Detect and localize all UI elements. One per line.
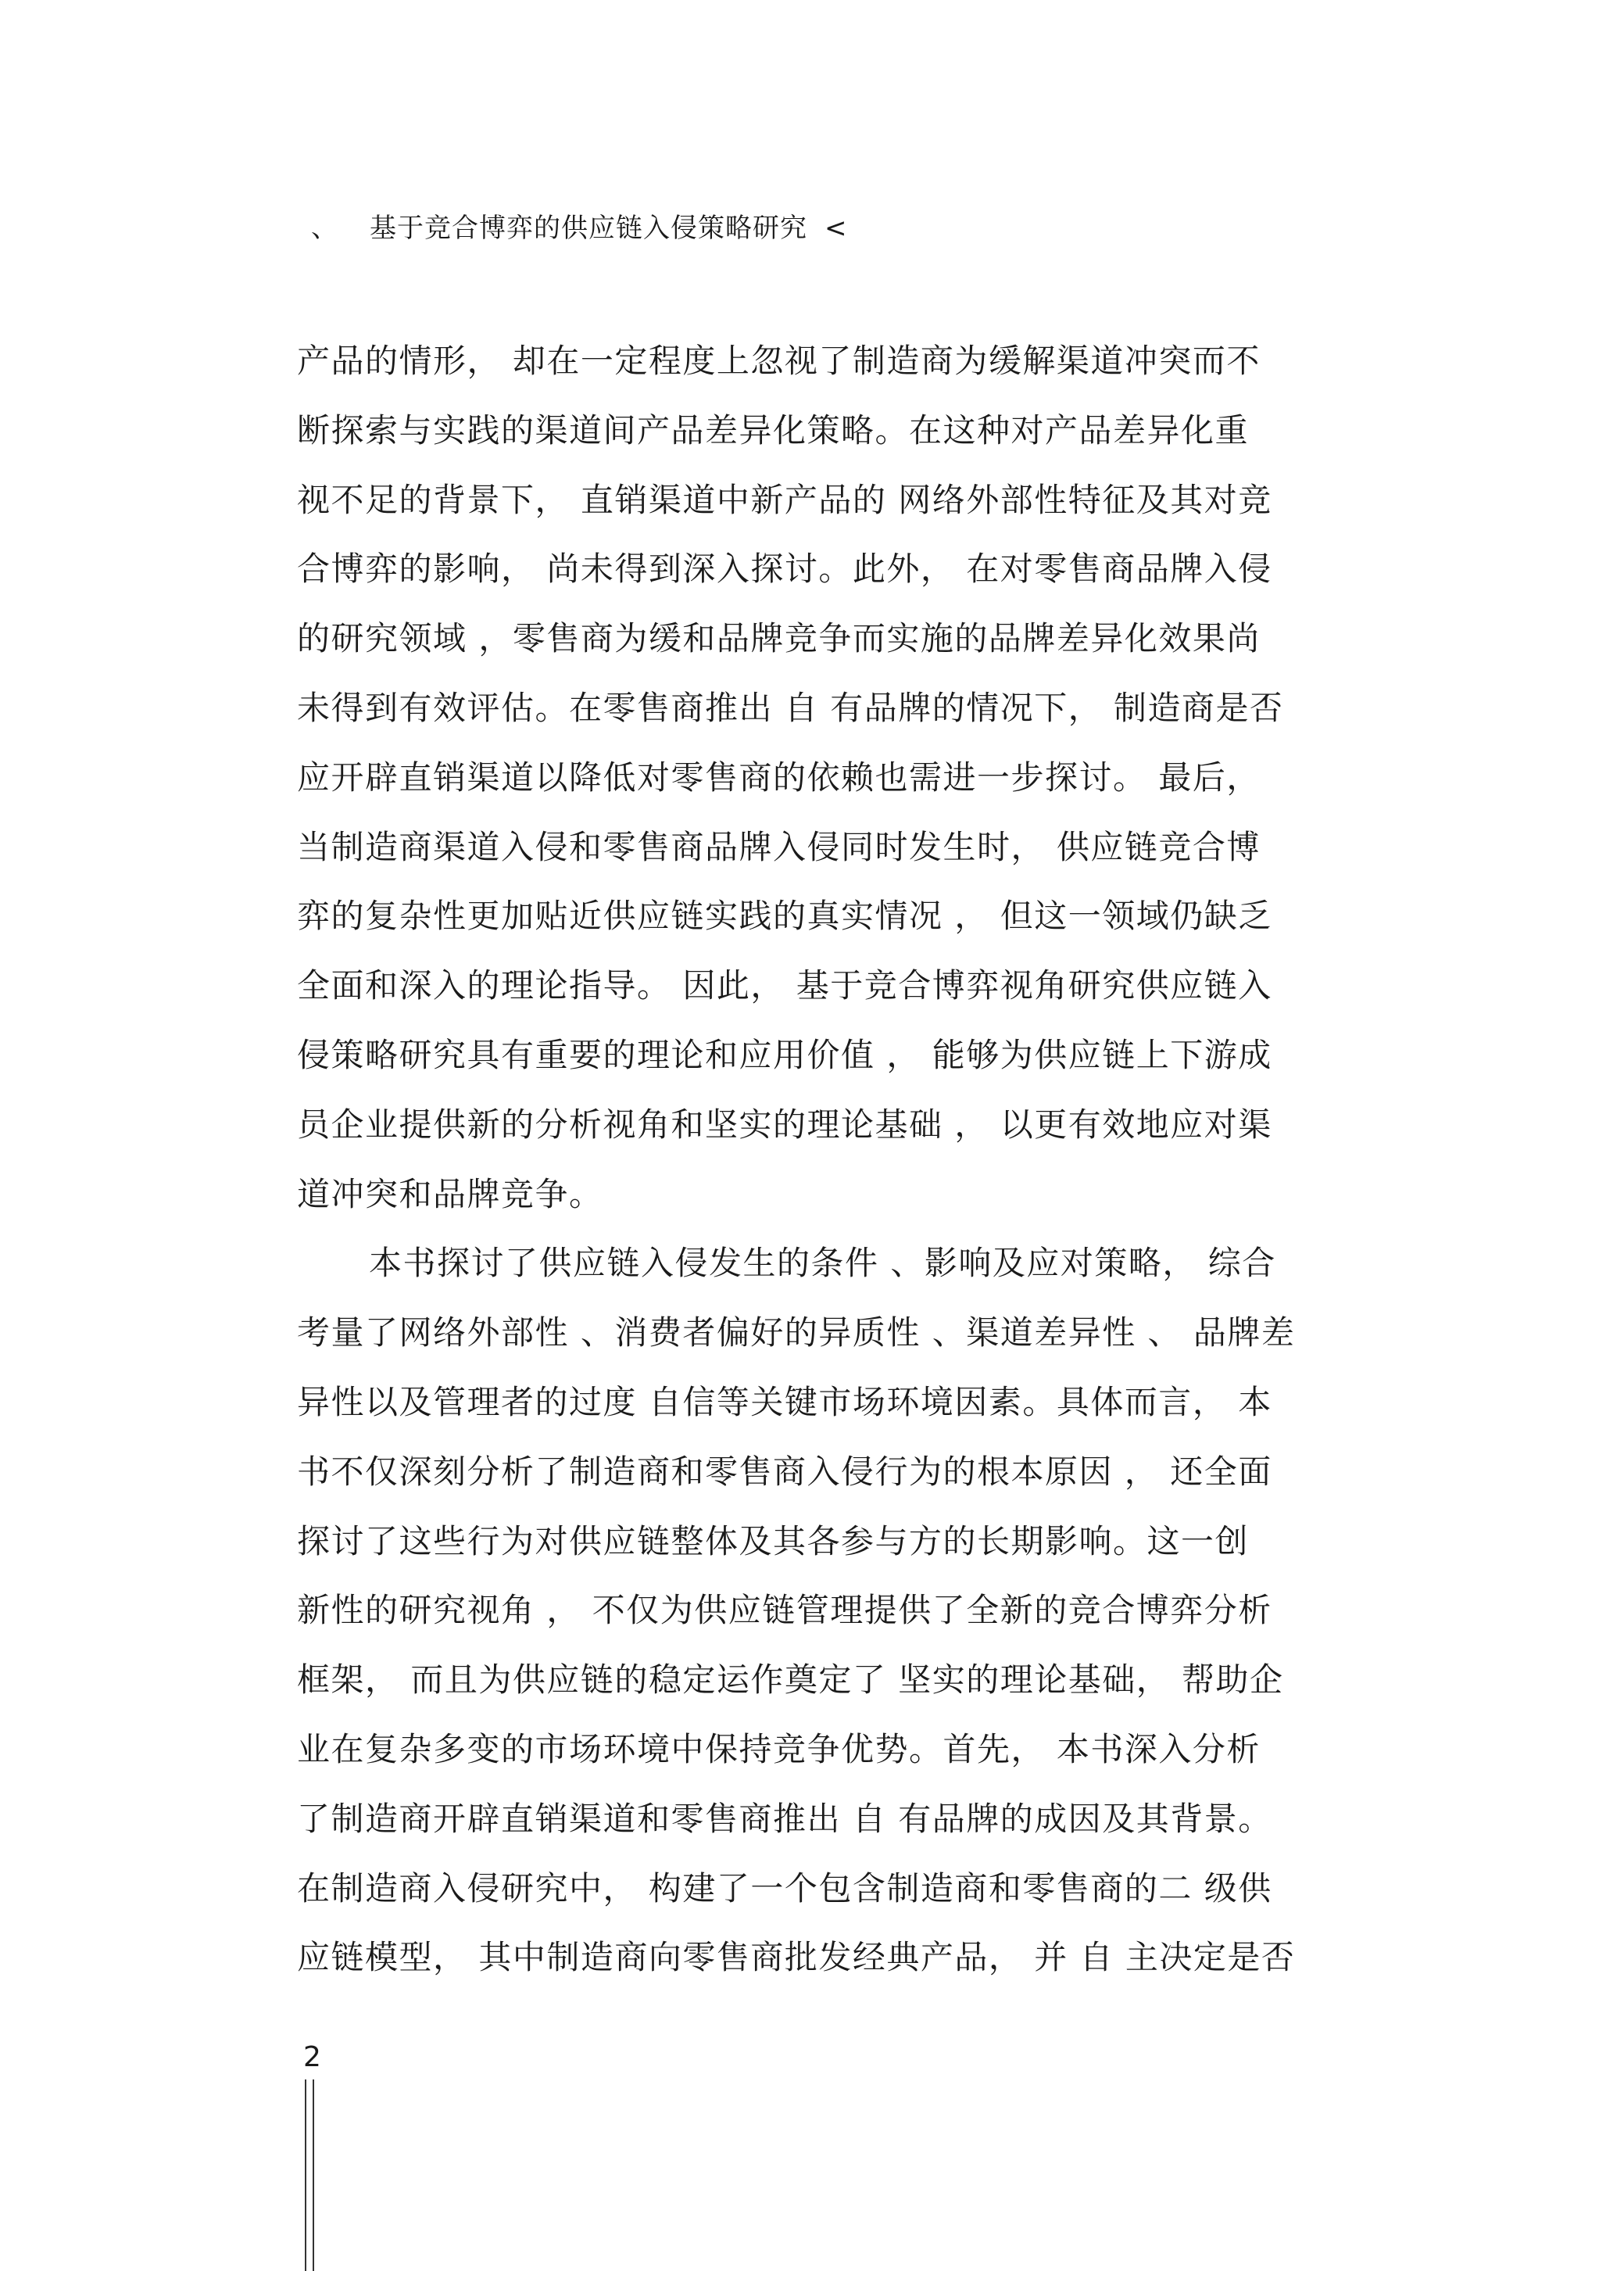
text-line: 探讨了这些行为对供应链整体及其各参与方的长期影响。这一创 xyxy=(297,1521,1250,1560)
text-line: 书不仅深刻分析了制造商和零售商入侵行为的根本原因 ， 还全面 xyxy=(297,1452,1272,1491)
text-line: 本书探讨了供应链入侵发生的条件 、影响及应对策略， 综合 xyxy=(369,1244,1276,1283)
text-line: 侵策略研究具有重要的理论和应用价值 ， 能够为供应链上下游成 xyxy=(297,1035,1272,1074)
text-line: 产品的情形， 却在一定程度上忽视了制造商为缓解渠道冲突而不 xyxy=(297,342,1261,380)
text-line: 弈的复杂性更加贴近供应链实践的真实情况 ， 但这一领域仍缺乏 xyxy=(297,897,1272,936)
text-line: 断探索与实践的渠道间产品差异化策略。在这种对产品差异化重 xyxy=(297,410,1250,450)
paragraph xyxy=(297,327,1338,1229)
text-line: 道冲突和品牌竞争。 xyxy=(297,1174,603,1213)
text-line: 员企业提供新的分析视角和坚实的理论基础 ， 以更有效地应对渠 xyxy=(297,1105,1272,1144)
text-line: 新性的研究视角 ， 不仅为供应链管理提供了全新的竞合博弈分析 xyxy=(297,1591,1272,1630)
margin-rules xyxy=(302,2079,325,2271)
paragraph xyxy=(297,1229,1338,1993)
text-line: 异性以及管理者的过度 自信等关键市场环境因素。具体而言， 本 xyxy=(297,1382,1272,1421)
page-number: 2 xyxy=(303,2041,321,2073)
header-mark-right: < xyxy=(825,213,848,244)
margin-rule xyxy=(313,2079,314,2271)
text-line: 未得到有效评估。在零售商推出 自 有品牌的情况下， 制造商是否 xyxy=(297,688,1284,727)
body-text xyxy=(297,327,1338,1993)
text-line: 全面和深入的理论指导。 因此， 基于竞合博弈视角研究供应链入 xyxy=(297,966,1272,1005)
text-line: 应链模型， 其中制造商向零售商批发经典产品， 并 自 主决定是否 xyxy=(297,1938,1296,1977)
text-line: 应开辟直销渠道以降低对零售商的依赖也需进一步探讨。 最后， xyxy=(297,758,1261,797)
running-header xyxy=(311,210,848,247)
text-line: 视不足的背景下， 直销渠道中新产品的 网络外部性特征及其对竞 xyxy=(297,480,1272,519)
header-title: 基于竞合博弈的供应链入侵策略研究 xyxy=(370,213,807,244)
text-line: 框架， 而且为供应链的稳定运作奠定了 坚实的理论基础， 帮助企 xyxy=(297,1660,1284,1700)
text-line: 当制造商渠道入侵和零售商品牌入侵同时发生时， 供应链竞合博 xyxy=(297,827,1261,866)
header-mark-left: 、 xyxy=(311,213,338,244)
text-line: 的研究领域 ，零售商为缓和品牌竞争而实施的品牌差异化效果尚 xyxy=(297,619,1261,658)
margin-rule xyxy=(305,2079,306,2271)
text-line: 合博弈的影响， 尚未得到深入探讨。此外， 在对零售商品牌入侵 xyxy=(297,550,1272,589)
text-line: 在制造商入侵研究中， 构建了一个包含制造商和零售商的二 级供 xyxy=(297,1868,1272,1907)
text-line: 了制造商开辟直销渠道和零售商推出 自 有品牌的成因及其背景。 xyxy=(297,1799,1272,1838)
text-line: 考量了网络外部性 、消费者偏好的异质性 、渠道差异性 、 品牌差 xyxy=(297,1313,1296,1352)
text-line: 业在复杂多变的市场环境中保持竞争优势。首先， 本书深入分析 xyxy=(297,1729,1261,1768)
